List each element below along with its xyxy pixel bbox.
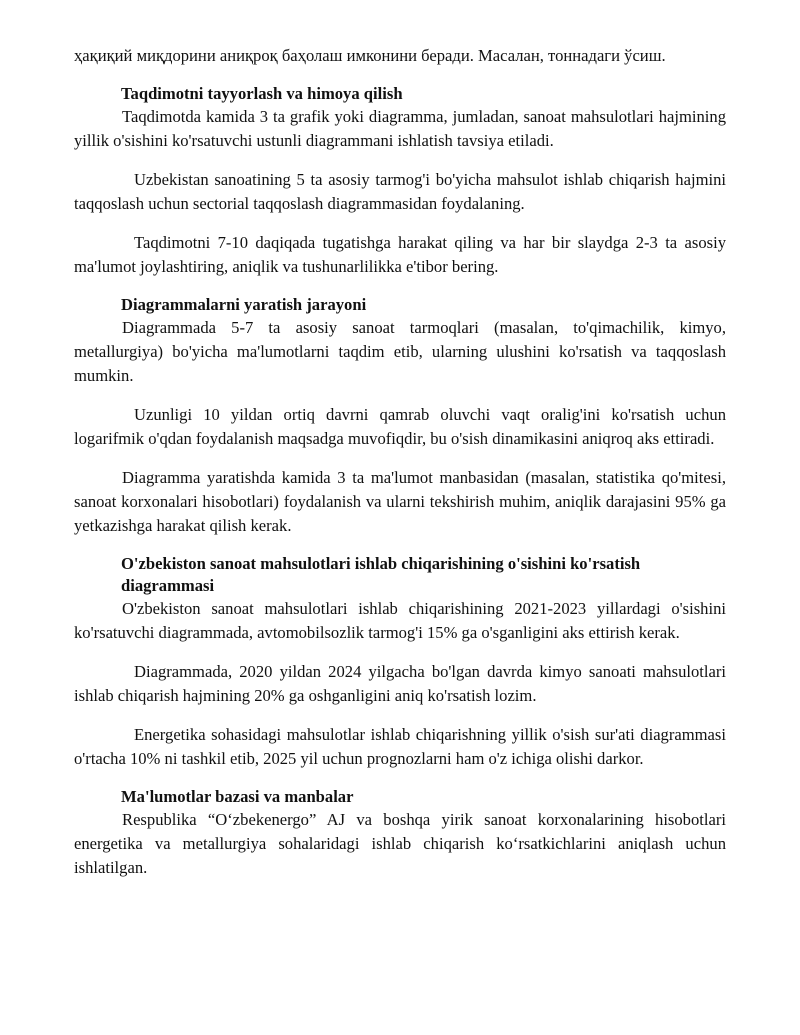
body-paragraph: Diagrammada, 2020 yildan 2024 yilgacha bo'lgan davrda kimyo sanoati mahsulotlari ishlab chiqarish hajmining 20% ga oshganligini aniq ko'rsatish lozim. xyxy=(74,662,726,705)
section-heading: O'zbekiston sanoat mahsulotlari ishlab chiqarishining o'sishini ko'rsatish diagrammasi xyxy=(121,554,641,595)
section-diagram-creation xyxy=(74,294,726,538)
body-paragraph: Energetika sohasidagi mahsulotlar ishlab chiqarishning yillik o'sish sur'ati diagrammasi o'rtacha 10% ni tashkil etib, 2025 yil uchun prognozlarni ham o'z ichiga olishi darkor. xyxy=(74,725,726,768)
body-paragraph: Respublika “O‘zbekenergo” AJ va boshqa yirik sanoat korxonalarining hisobotlari energetika va metallurgiya sohalaridagi ishlab chiqarish ko‘rsatkichlarini aniqlash uchun ishlatilgan. xyxy=(74,810,726,877)
intro-paragraph: ҳақиқий миқдорини аниқроқ баҳолаш имконини беради. Масалан, тоннадаги ўсиш. xyxy=(74,46,666,65)
body-paragraph: Uzunligi 10 yildan ortiq davrni qamrab oluvchi vaqt oralig'ini ko'rsatish uchun logarifmik o'qdan foydalanish maqsadga muvofiqdir, bu o'sish dinamikasini aniqroq aks ettiradi. xyxy=(74,405,726,448)
section-growth-diagram xyxy=(74,553,726,771)
body-paragraph: Diagrammada 5-7 ta asosiy sanoat tarmoqlari (masalan, to'qimachilik, kimyo, metallurgiya) bo'yicha ma'lumotlarni taqdim etib, ularning ulushini ko'rsatish va taqqoslash mumkin. xyxy=(74,318,726,385)
section-presentation xyxy=(74,83,726,279)
section-heading: Diagrammalarni yaratish jarayoni xyxy=(121,295,367,314)
section-database-sources xyxy=(74,786,726,880)
section-heading: Ma'lumotlar bazasi va manbalar xyxy=(121,787,354,806)
body-paragraph: Taqdimotda kamida 3 ta grafik yoki diagramma, jumladan, sanoat mahsulotlari hajmining yillik o'sishini ko'rsatuvchi ustunli diagrammani ishlatish tavsiya etiladi. xyxy=(74,107,726,150)
body-paragraph: Uzbekistan sanoatining 5 ta asosiy tarmog'i bo'yicha mahsulot ishlab chiqarish hajmini taqqoslash uchun sectorial taqqoslash diagrammasidan foydalaning. xyxy=(74,170,726,213)
body-paragraph: Diagramma yaratishda kamida 3 ta ma'lumot manbasidan (masalan, statistika qo'mitesi, sanoat korxonalari hisobotlari) foydalanish va ularni tekshirish muhim, aniqlik darajasini 95% ga yetkazishga harakat qilish kerak. xyxy=(74,468,726,535)
body-paragraph: O'zbekiston sanoat mahsulotlari ishlab chiqarishining 2021-2023 yillardagi o'sishini ko'rsatuvchi diagrammada, avtomobilsozlik tarmog'i 15% ga o'sganligini aks ettirish kerak. xyxy=(74,599,726,642)
body-paragraph: Taqdimotni 7-10 daqiqada tugatishga harakat qiling va har bir slaydga 2-3 ta asosiy ma'lumot joylashtiring, aniqlik va tushunarlilikka e'tibor bering. xyxy=(74,233,726,276)
section-heading: Taqdimotni tayyorlash va himoya qilish xyxy=(121,84,403,103)
